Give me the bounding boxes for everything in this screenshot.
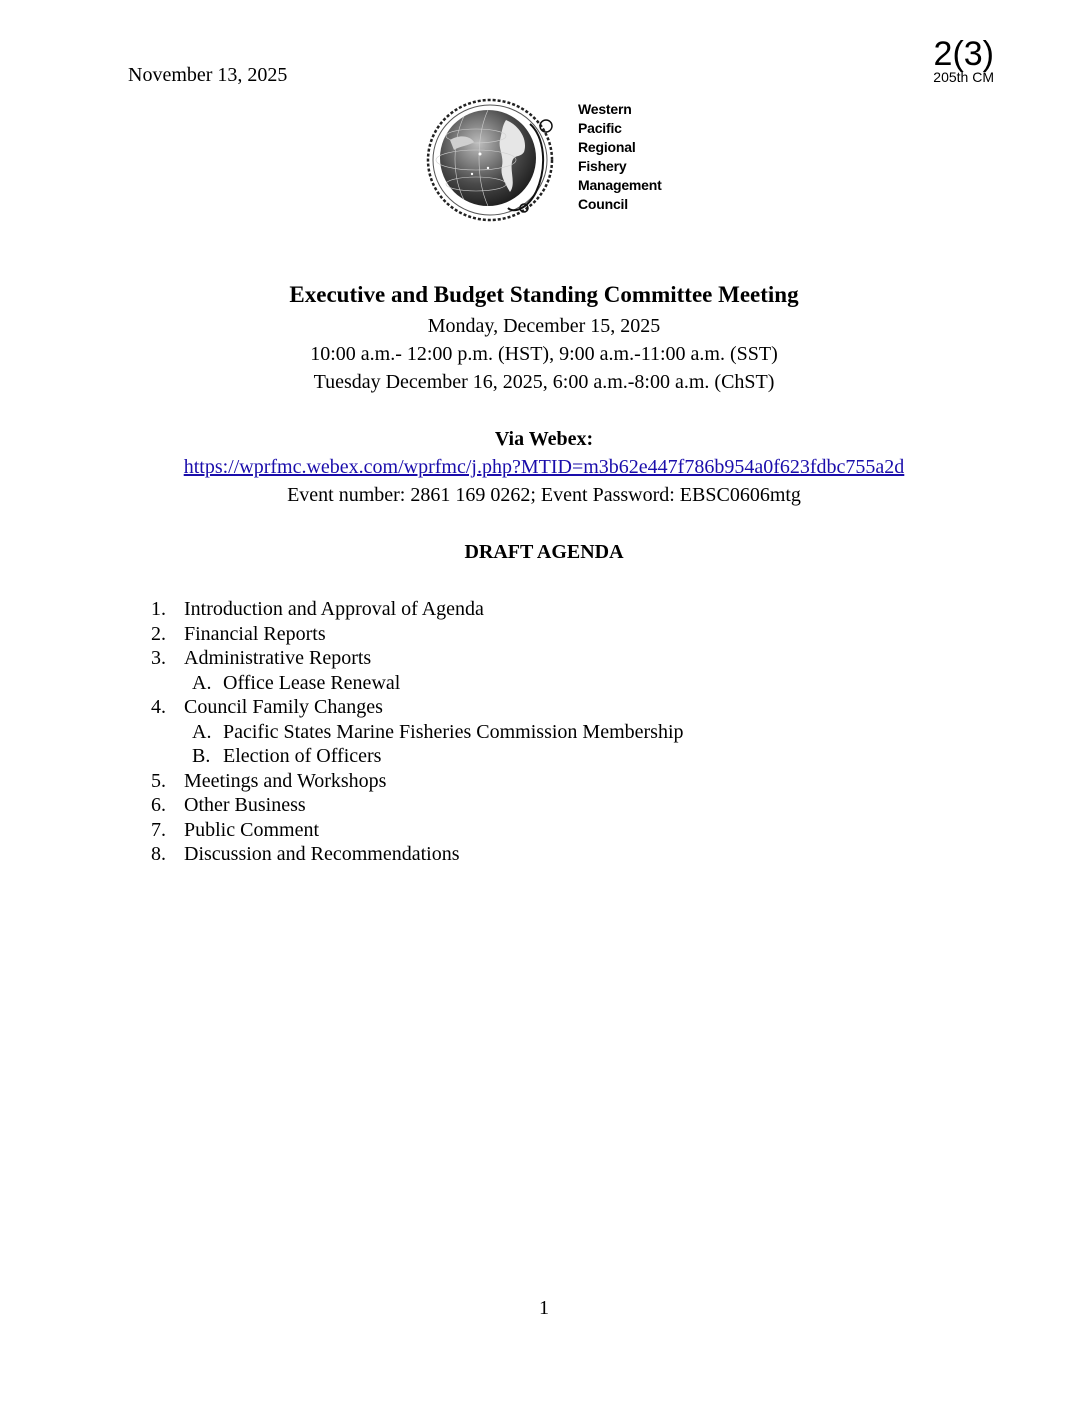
agenda-item-label: Council Family Changes (184, 696, 383, 718)
agenda-item-label: Financial Reports (184, 622, 326, 645)
agenda-item (151, 622, 684, 647)
agenda-item-number: 8. (151, 843, 166, 865)
agenda-item-number: 3. (151, 647, 166, 669)
meeting-date: Monday, December 15, 2025 (427, 315, 661, 337)
document-date: November 13, 2025 (128, 64, 288, 86)
meeting-title: Executive and Budget Standing Committee Meeting (289, 282, 799, 307)
agenda-item-number: 6. (151, 794, 166, 816)
webex-link[interactable]: https://wprfmc.webex.com/wprfmc/j.php?MTID=m3b62e447f786b954a0f623fdbc755a2d (183, 456, 905, 478)
webex-link-container (0, 456, 1088, 479)
council-name-line: Council (578, 196, 628, 212)
agenda-item (151, 695, 684, 720)
agenda-subitem-letter: A. (192, 671, 212, 694)
agenda-subitem (151, 720, 684, 745)
agenda-item-number: 1. (151, 598, 166, 620)
agenda-item (151, 842, 684, 867)
council-name-line: Regional (578, 139, 636, 155)
agenda-item-label: Administrative Reports (184, 647, 372, 669)
council-name-line: Management (578, 177, 662, 193)
agenda-item-reference (933, 36, 994, 84)
globe-seal-icon (424, 96, 564, 224)
agenda-item-number: 7. (151, 818, 166, 841)
council-name-line: Pacific (578, 120, 622, 136)
agenda-subitem-label: Office Lease Renewal (223, 671, 401, 694)
agenda-subitem-label: Pacific States Marine Fisheries Commission Membership (223, 720, 684, 743)
agenda-item-number: 5. (151, 769, 166, 792)
council-name (578, 100, 662, 214)
agenda-list (151, 597, 684, 867)
agenda-item-number: 2. (151, 622, 166, 645)
council-name-line: Western (578, 101, 632, 117)
agenda-item (151, 793, 684, 818)
agenda-item (151, 597, 684, 622)
agenda-item-label: Public Comment (184, 818, 319, 841)
agenda-item-label: Meetings and Workshops (184, 769, 387, 792)
agenda-subitem-letter: A. (192, 720, 212, 743)
meeting-chst-time: Tuesday December 16, 2025, 6:00 a.m.-8:00 a.m. (ChST) (313, 371, 775, 393)
agenda-heading: DRAFT AGENDA (464, 541, 624, 563)
webex-heading: Via Webex: (494, 428, 594, 450)
page-number: 1 (539, 1297, 549, 1319)
agenda-item (151, 646, 684, 671)
agenda-subitem-letter: B. (192, 745, 211, 767)
agenda-subitem (151, 671, 684, 696)
agenda-subitem-label: Election of Officers (223, 745, 382, 767)
agenda-item (151, 818, 684, 843)
agenda-item-label: Other Business (184, 794, 306, 816)
agenda-item-label: Discussion and Recommendations (184, 843, 460, 865)
agenda-item-number: 4. (151, 696, 166, 718)
meeting-reference: 205th CM (933, 69, 994, 85)
agenda-item (151, 769, 684, 794)
event-info: Event number: 2861 169 0262; Event Password: EBSC0606mtg (287, 484, 801, 506)
agenda-subitem (151, 744, 684, 769)
meeting-time: 10:00 a.m.- 12:00 p.m. (HST), 9:00 a.m.-11:00 a.m. (SST) (310, 343, 778, 365)
agenda-item-label: Introduction and Approval of Agenda (184, 598, 484, 620)
council-name-line: Fishery (578, 158, 627, 174)
item-number: 2(3) (933, 35, 994, 73)
